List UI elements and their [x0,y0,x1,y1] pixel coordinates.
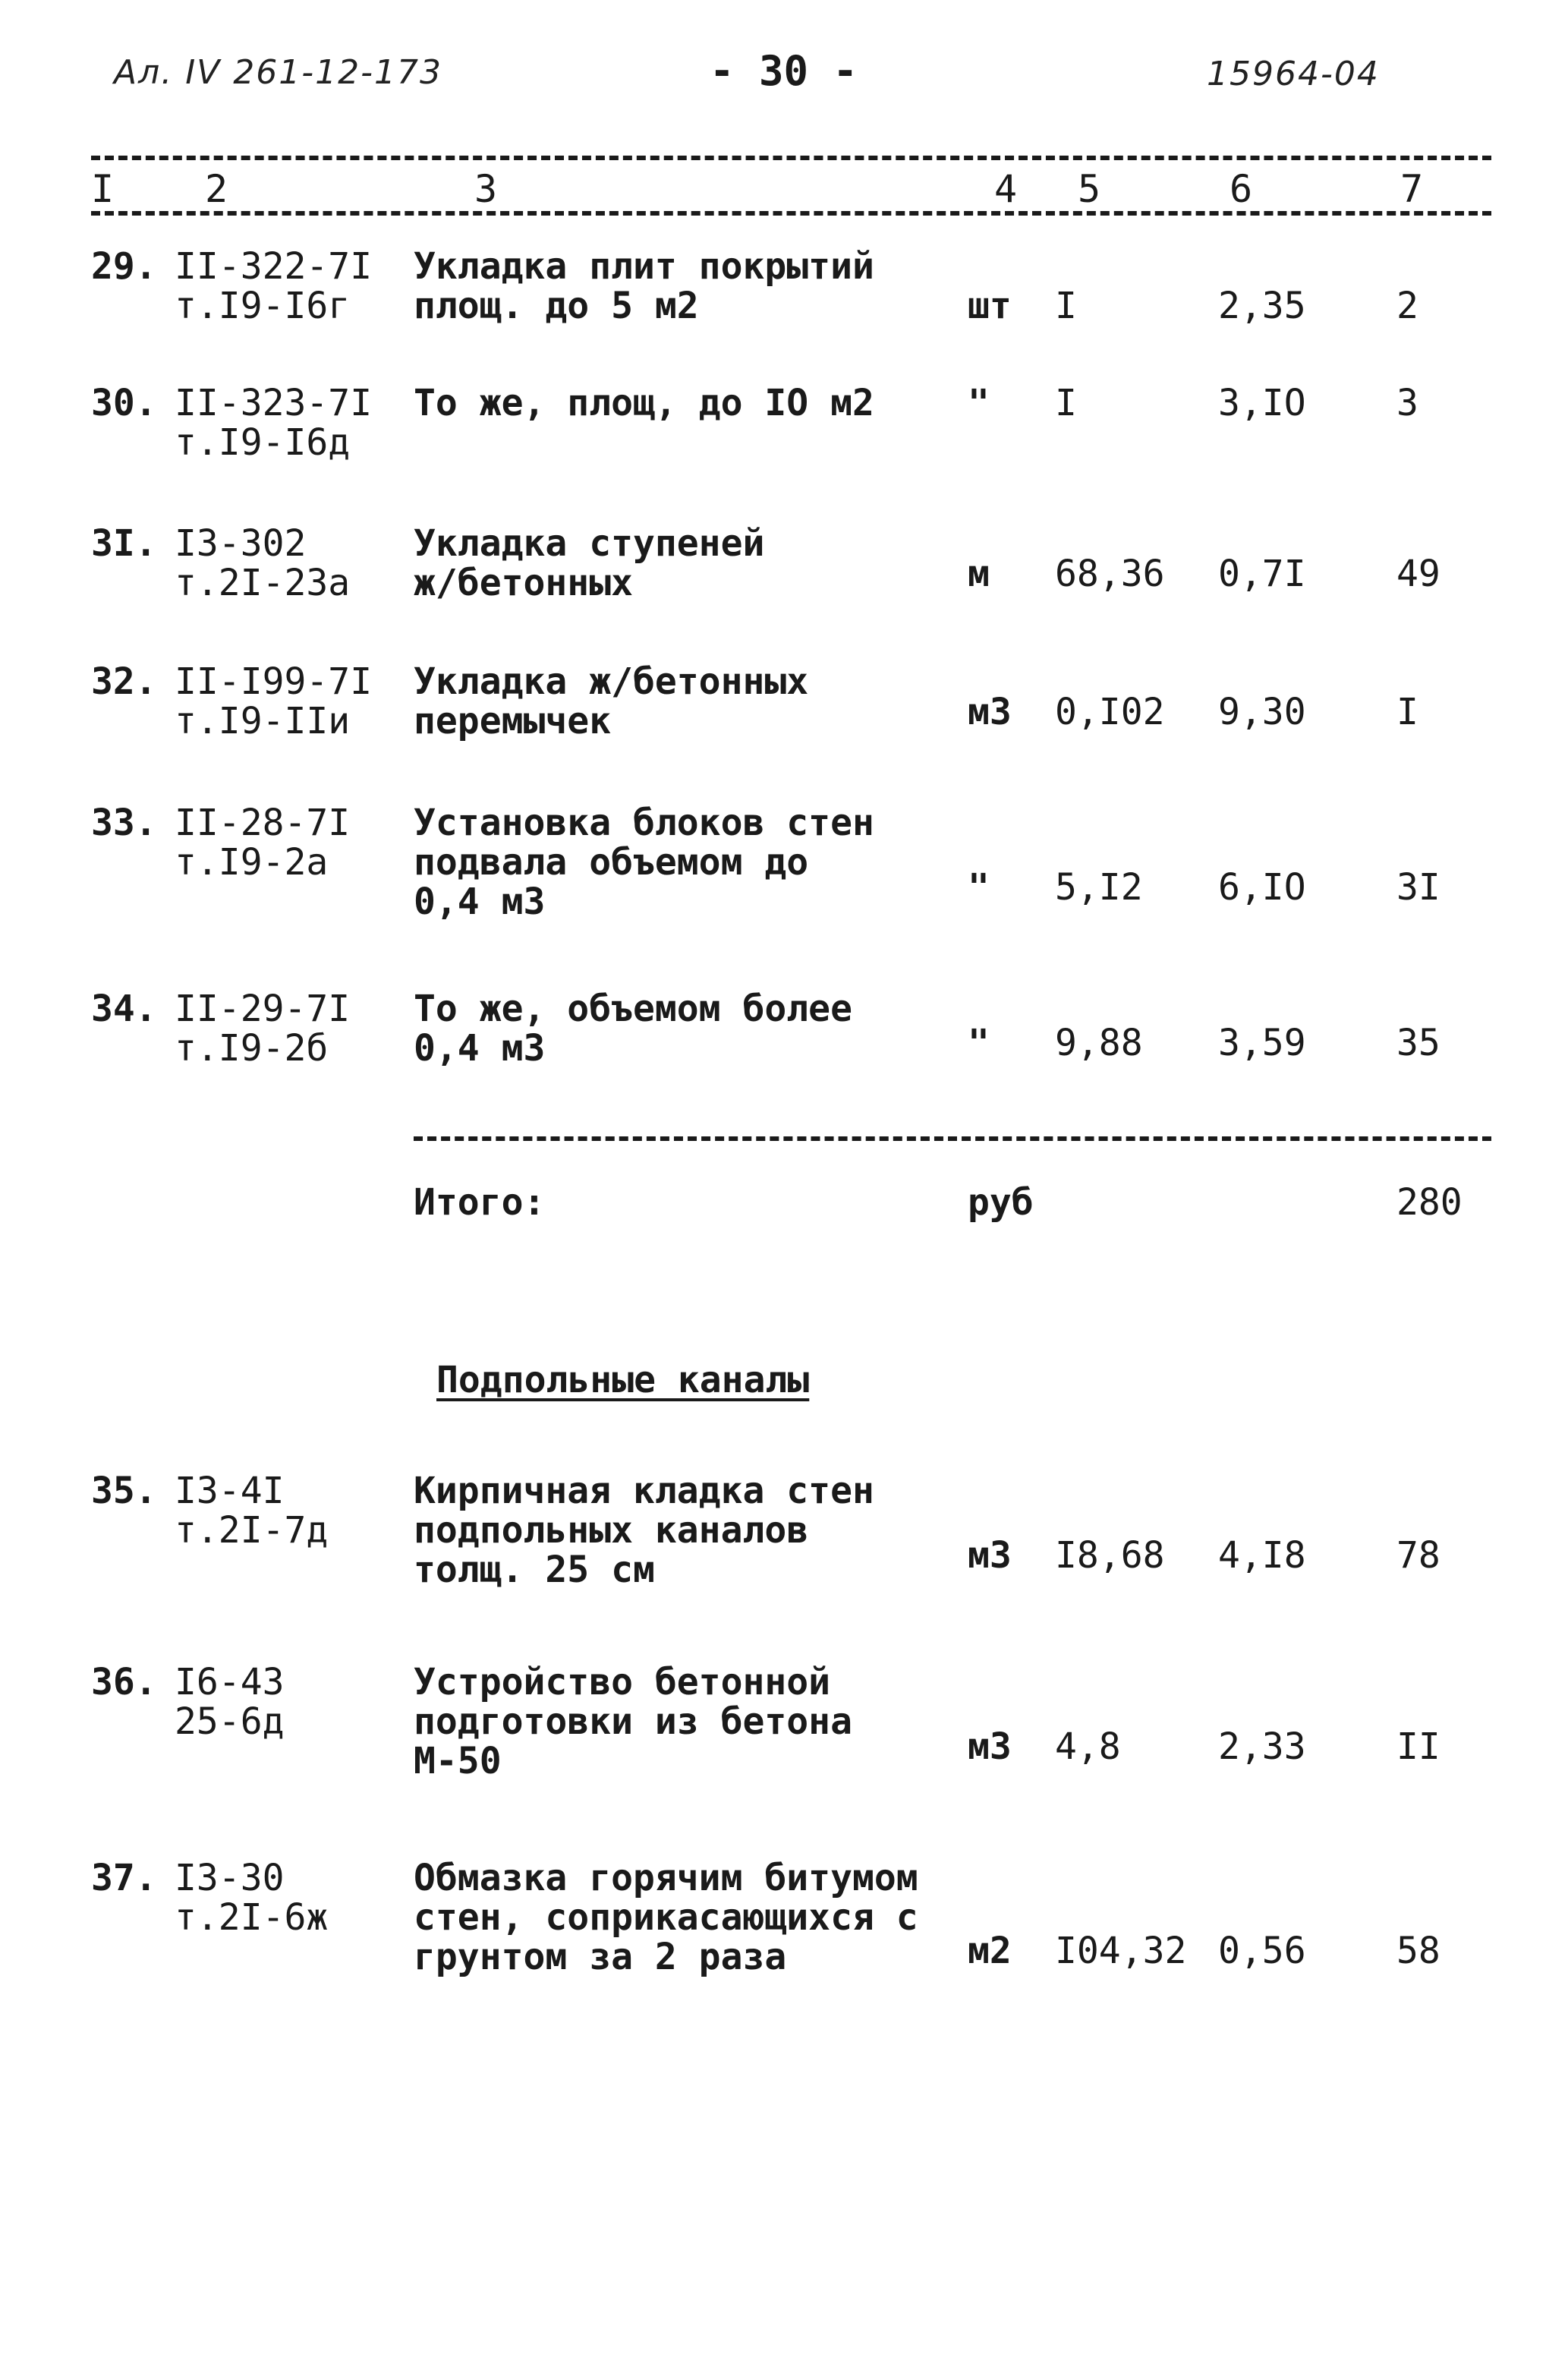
col-header-1: I [91,167,115,211]
document-number: 15964-04 [1207,55,1380,93]
row-price: 4,I8 [1218,1534,1306,1577]
row-quantity: I8,68 [1055,1534,1165,1577]
row-number: 33. [91,802,157,844]
row-quantity: 5,I2 [1055,866,1143,909]
row-code: I6-43 25-6д [175,1661,285,1743]
row-price: 0,7I [1218,553,1306,595]
row-price: 6,IO [1218,866,1306,909]
row-code: I3-302 т.2I-23а [175,522,351,604]
subtotal-label: Итого: [414,1181,546,1224]
row-unit: м3 [968,691,1012,733]
row-price: 3,IO [1218,382,1306,424]
row-unit: м3 [968,1534,1012,1577]
row-total: 35 [1396,1022,1440,1064]
row-price: 3,59 [1218,1022,1306,1064]
row-quantity: I [1055,285,1077,327]
row-total: 2 [1396,285,1418,327]
row-description: То же, площ, до IO м2 [414,382,874,424]
row-total: 78 [1396,1534,1440,1577]
subtotal-total: 280 [1396,1181,1463,1224]
row-total: 3I [1396,866,1440,909]
row-code: I3-30 т.2I-6ж [175,1857,329,1939]
row-description: То же, объемом более 0,4 м3 [414,988,852,1070]
row-number: 32. [91,660,157,703]
row-description: Кирпичная кладка стен подпольных каналов толщ. 25 см [414,1470,874,1591]
row-price: 0,56 [1218,1930,1306,1972]
header-rule [91,211,1491,216]
row-description: Укладка ж/бетонных перемычек [414,660,809,742]
col-header-3: 3 [474,167,498,211]
row-number: 29. [91,245,157,288]
col-header-2: 2 [205,167,228,211]
row-total: 3 [1396,382,1418,424]
row-number: 36. [91,1661,157,1703]
row-number: 30. [91,382,157,424]
row-unit: " [968,1022,990,1064]
subtotal-rule [414,1136,1491,1141]
row-price: 9,30 [1218,691,1306,733]
row-description: Обмазка горячим битумом стен, соприкасающихся с грунтом за 2 раза [414,1857,918,1978]
row-unit: м2 [968,1930,1012,1972]
row-code: II-322-7I т.I9-I6г [175,245,373,327]
row-number: 35. [91,1470,157,1512]
row-description: Укладка плит покрытий площ. до 5 м2 [414,245,874,327]
col-header-7: 7 [1400,167,1424,211]
row-number: 34. [91,988,157,1030]
row-total: II [1396,1725,1440,1768]
row-unit: " [968,866,990,909]
row-quantity: I04,32 [1055,1930,1187,1972]
row-code: I3-4I т.2I-7д [175,1470,329,1552]
document-code: Ал. IV 261-12-173 [114,53,442,92]
row-unit: " [968,382,990,424]
col-header-4: 4 [994,167,1018,211]
row-code: II-323-7I т.I9-I6д [175,382,373,464]
section-title: Подпольные каналы [436,1359,810,1401]
col-header-6: 6 [1230,167,1253,211]
row-total: 49 [1396,553,1440,595]
col-header-5: 5 [1078,167,1101,211]
row-quantity: 9,88 [1055,1022,1143,1064]
row-description: Укладка ступеней ж/бетонных [414,522,765,604]
row-code: II-I99-7I т.I9-IIи [175,660,373,742]
row-unit: шт [968,285,1012,327]
top-rule [91,156,1491,160]
row-unit: м [968,553,990,595]
row-number: 37. [91,1857,157,1899]
row-price: 2,33 [1218,1725,1306,1768]
row-quantity: 4,8 [1055,1725,1121,1768]
row-total: I [1396,691,1418,733]
row-price: 2,35 [1218,285,1306,327]
row-quantity: I [1055,382,1077,424]
row-quantity: 68,36 [1055,553,1165,595]
row-number: 3I. [91,522,157,565]
row-code: II-29-7I т.I9-2б [175,988,351,1070]
row-total: 58 [1396,1930,1440,1972]
row-quantity: 0,I02 [1055,691,1165,733]
page-number: - 30 - [710,47,858,95]
row-unit: м3 [968,1725,1012,1768]
subtotal-unit: руб [968,1181,1034,1224]
row-description: Устройство бетонной подготовки из бетона М-50 [414,1661,852,1782]
row-description: Установка блоков стен подвала объемом до 0,4 м3 [414,802,874,923]
row-code: II-28-7I т.I9-2а [175,802,351,884]
